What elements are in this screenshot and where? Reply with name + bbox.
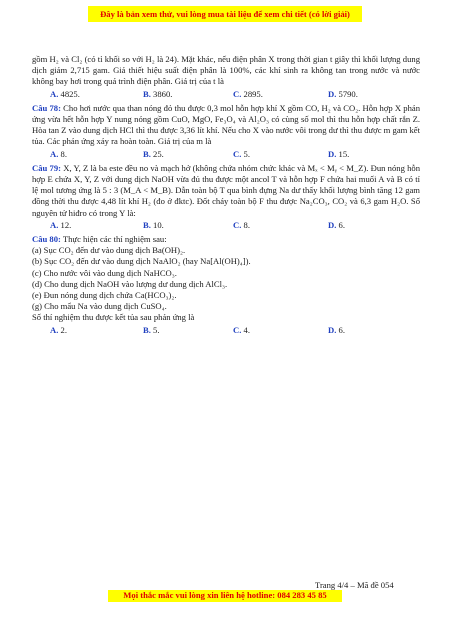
option-c: C. 8. <box>233 219 250 230</box>
option-a: A. 12. <box>50 219 72 230</box>
page-number: Trang 4/4 – Mã đề 054 <box>315 580 394 590</box>
question-text: Thực hiện các thí nghiệm sau: <box>62 234 167 244</box>
preview-banner <box>0 6 450 26</box>
option-b: B. 10. <box>143 219 164 230</box>
q80-options <box>32 325 420 336</box>
question-text: X, Y, Z là ba este đều no và mạch hở (không chứa nhóm chức khác và Mₓ < Mᵧ < M_Z). Đun nóng hỗn hợp E chứa X, Y, Z với dung dịch NaOH vừa đủ thu được một ancol T và hỗn hợp F chứa hai muối A và B có tỉ lệ mol tương ứng là 5 : 3 (M_A < M_B). Dẫn toàn bộ T qua bình đựng Na dư thấy khối lượng bình tăng 12 gam đồng thời thu được 4,48 lít khí H₂ (đo ở đktc). Đốt cháy toàn bộ F thu được Na₂CO₃, CO₂ và 6,3 gam H₂O. Số nguyên tử hiđro có trong Y là: <box>32 162 421 218</box>
option-a: A. 8. <box>50 148 67 159</box>
question-prompt: Số thí nghiệm thu được kết tủa sau phản ứng là <box>32 312 195 323</box>
experiment-item: (e) Đun nóng dung dịch chứa Ca(HCO₃)₂. <box>32 290 177 301</box>
experiment-item: (a) Sục CO₂ đến dư vào dung dịch Ba(OH)₂. <box>32 245 186 256</box>
option-b: B. 3860. <box>143 88 173 99</box>
question-78 <box>32 103 420 148</box>
experiment-item: (c) Cho nước vôi vào dung dịch NaHCO₃. <box>32 267 177 278</box>
option-a: A. 4825. <box>50 88 80 99</box>
option-d: D. 5790. <box>328 88 358 99</box>
option-b: B. 5. <box>143 324 160 335</box>
intro-paragraph: gồm H₂ và Cl₂ (có tỉ khối so với H₂ là 24). Mặt khác, nếu điện phân X trong thời gian t giây thì khối lượng dung dịch giảm 2,715 gam. Giả thiết hiệu suất điện phân là 100%, các khí sinh ra không tan trong nước và nước không bay hơi trong quá trình điện phân. Giá trị của t là <box>32 54 420 87</box>
option-a: A. 2. <box>50 324 67 335</box>
hotline-text: Mọi thắc mắc vui lòng xin liên hệ hotline: 084 283 45 85 <box>123 590 327 600</box>
question-80 <box>32 234 420 245</box>
option-d: D. 15. <box>328 148 350 159</box>
option-c: C. 5. <box>233 148 250 159</box>
intro-options <box>32 89 420 100</box>
q78-options <box>32 149 420 160</box>
experiment-item: (g) Cho mẩu Na vào dung dịch CuSO₄. <box>32 301 167 312</box>
banner-text: Đây là bản xem thử, vui lòng mua tài liệu để xem chi tiết (có lời giải) <box>100 9 350 19</box>
option-b: B. 25. <box>143 148 164 159</box>
option-c: C. 4. <box>233 324 250 335</box>
option-c: C. 2895. <box>233 88 263 99</box>
experiment-item: (d) Cho dung dịch NaOH vào lượng dư dung dịch AlCl₃. <box>32 278 228 289</box>
experiment-item: (b) Sục CO₂ đến dư vào dung dịch NaAlO₂ (hay Na[Al(OH)₄]). <box>32 256 251 267</box>
question-number: Câu 78: <box>32 102 61 113</box>
option-d: D. 6. <box>328 219 345 230</box>
question-79 <box>32 163 420 219</box>
option-d: D. 6. <box>328 324 345 335</box>
question-text: Cho hơi nước qua than nóng đỏ thu được 0,3 mol hỗn hợp khí X gồm CO, H₂ và CO₂. Hỗn hợp X phản ứng vừa hết hỗn hợp Y nung nóng gồm CuO, MgO, Fe₃O₄ và Al₂O₃ có cùng số mol thì thu hỗn hợp chất rắn Z. Hòa tan Z vào dung dịch HCl thì thu được 3,36 lít khí. Nếu cho X vào nước vôi trong dư thì thu được m gam kết tủa. Các phản ứng xảy ra hoàn toàn. Giá trị của m là <box>32 102 421 147</box>
q79-options <box>32 220 420 231</box>
document-body <box>32 54 420 339</box>
question-number: Câu 79: <box>32 162 61 173</box>
question-number: Câu 80: <box>32 234 61 244</box>
